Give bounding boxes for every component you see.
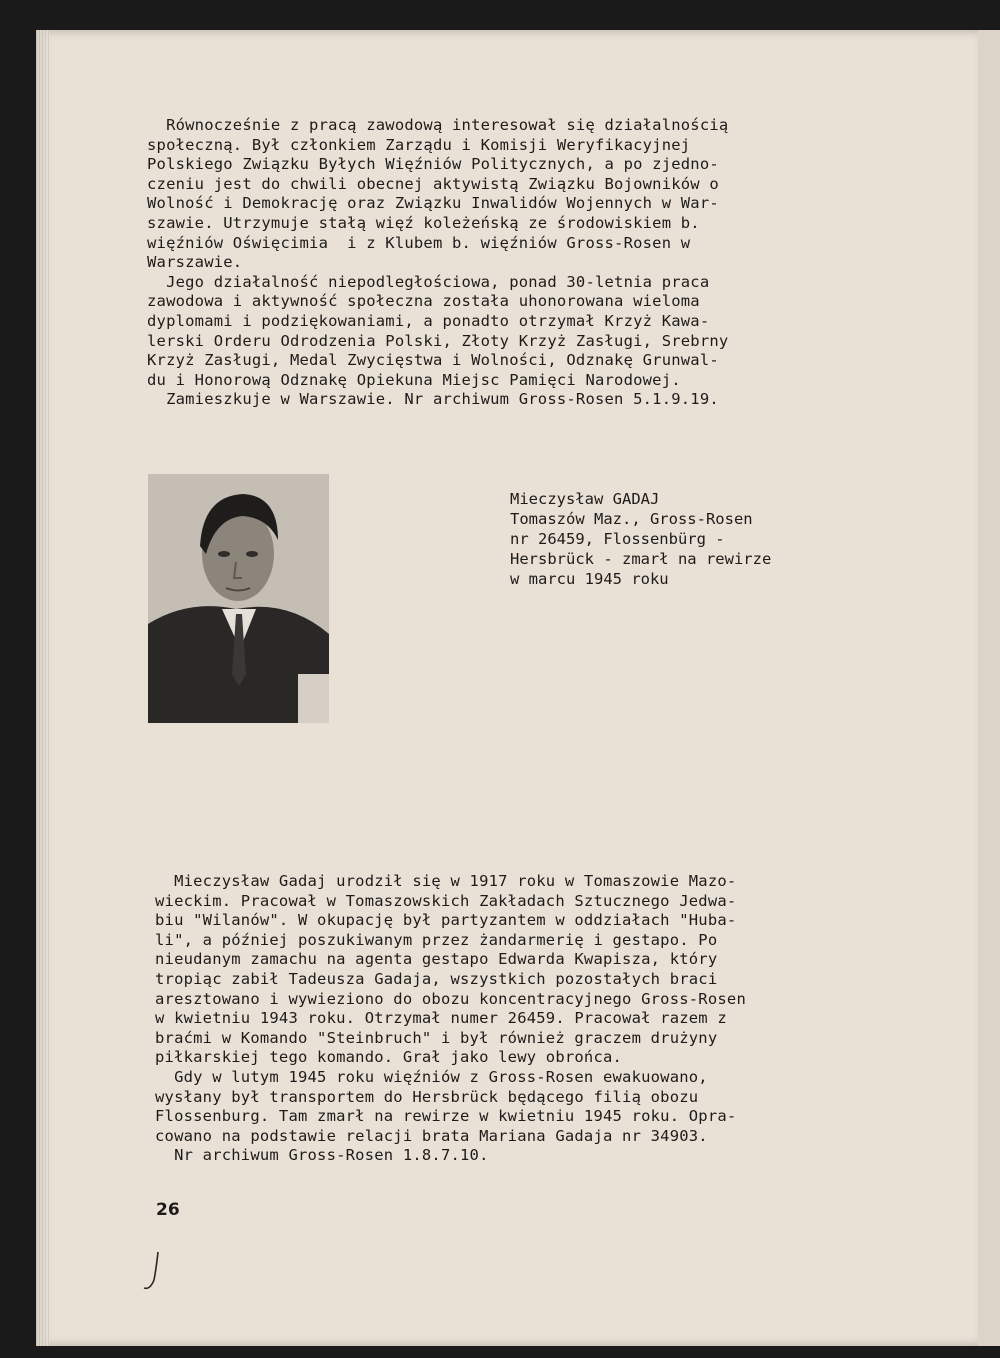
paragraph-2: [155, 872, 746, 1166]
ink-mark-icon: [140, 1250, 170, 1295]
text-line: li", a później poszukiwanym przez żandarmerię i gestapo. Po: [155, 930, 718, 949]
text-line: Gdy w lutym 1945 roku więźniów z Gross-Rosen ewakuowano,: [155, 1067, 708, 1086]
portrait-icon: [148, 474, 329, 723]
text-line: Równocześnie z pracą zawodową interesował się działalnością: [147, 116, 729, 134]
text-line: wieckim. Pracował w Tomaszowskich Zakładach Sztucznego Jedwa-: [155, 891, 737, 910]
portrait-photo: [148, 474, 329, 723]
text-line: Wolność i Demokrację oraz Związku Inwalidów Wojennych w War-: [147, 194, 719, 213]
text-line: w kwietniu 1943 roku. Otrzymał numer 26459. Pracował razem z: [155, 1009, 727, 1028]
text-line: Zamieszkuje w Warszawie. Nr archiwum Gross-Rosen 5.1.9.19.: [147, 390, 719, 409]
text-line: cowano na podstawie relacji brata Mariana Gadaja nr 34903.: [155, 1126, 708, 1145]
text-line: tropiąc zabił Tadeusza Gadaja, wszystkich pozostałych braci: [155, 969, 718, 988]
text-line: wysłany był transportem do Hersbrück będącego filią obozu: [155, 1087, 699, 1106]
text-line: Nr archiwum Gross-Rosen 1.8.7.10.: [155, 1146, 489, 1165]
text-line: Mieczysław Gadaj urodził się w 1917 roku w Tomaszowie Mazo-: [155, 872, 737, 890]
text-line: dyplomami i podziękowaniami, a ponadto otrzymał Krzyż Kawa-: [147, 311, 710, 330]
text-line: zawodowa i aktywność społeczna została uhonorowana wieloma: [147, 292, 700, 311]
text-line: Mieczysław GADAJ: [510, 490, 660, 508]
text-line: Flossenburg. Tam zmarł na rewirze w kwietniu 1945 roku. Opra-: [155, 1107, 737, 1126]
text-line: du i Honorową Odznakę Opiekuna Miejsc Pamięci Narodowej.: [147, 370, 681, 389]
text-line: więźniów Oświęcimia i z Klubem b. więźniów Gross-Rosen w: [147, 233, 691, 252]
photo-caption: [510, 489, 771, 589]
text-line: w marcu 1945 roku: [510, 570, 669, 588]
text-line: szawie. Utrzymuje stałą więź koleżeńską ze środowiskiem b.: [147, 213, 700, 232]
text-line: aresztowano i wywieziono do obozu koncentracyjnego Gross-Rosen: [155, 989, 746, 1008]
text-line: Jego działalność niepodległościowa, ponad 30-letnia praca: [147, 272, 710, 291]
page-gutter: [36, 30, 50, 1346]
text-line: Warszawie.: [147, 253, 243, 272]
text-line: czeniu jest do chwili obecnej aktywistą Związku Bojowników o: [147, 174, 719, 193]
text-line: społeczną. Był członkiem Zarządu i Komisji Weryfikacyjnej: [147, 135, 691, 154]
text-line: lerski Orderu Odrodzenia Polski, Złoty Krzyż Zasługi, Srebrny: [147, 331, 729, 350]
paragraph-1: [147, 116, 728, 410]
text-line: Hersbrück - zmarł na rewirze: [510, 550, 772, 568]
text-line: Krzyż Zasługi, Medal Zwycięstwa i Wolności, Odznakę Grunwal-: [147, 351, 719, 370]
text-line: Polskiego Związku Byłych Więźniów Politycznych, a po zjedno-: [147, 155, 719, 174]
next-page-edge: [978, 30, 1000, 1346]
text-line: nieudanym zamachu na agenta gestapo Edwarda Kwapisza, który: [155, 950, 718, 969]
text-line: nr 26459, Flossenbürg -: [510, 530, 725, 548]
page-number: 26: [156, 1200, 180, 1220]
text-line: braćmi w Komando "Steinbruch" i był również graczem drużyny: [155, 1028, 718, 1047]
text-line: piłkarskiej tego komando. Grał jako lewy obrońca.: [155, 1048, 623, 1067]
text-line: Tomaszów Maz., Gross-Rosen: [510, 510, 753, 528]
text-line: biu "Wilanów". W okupację był partyzantem w oddziałach "Huba-: [155, 911, 737, 930]
